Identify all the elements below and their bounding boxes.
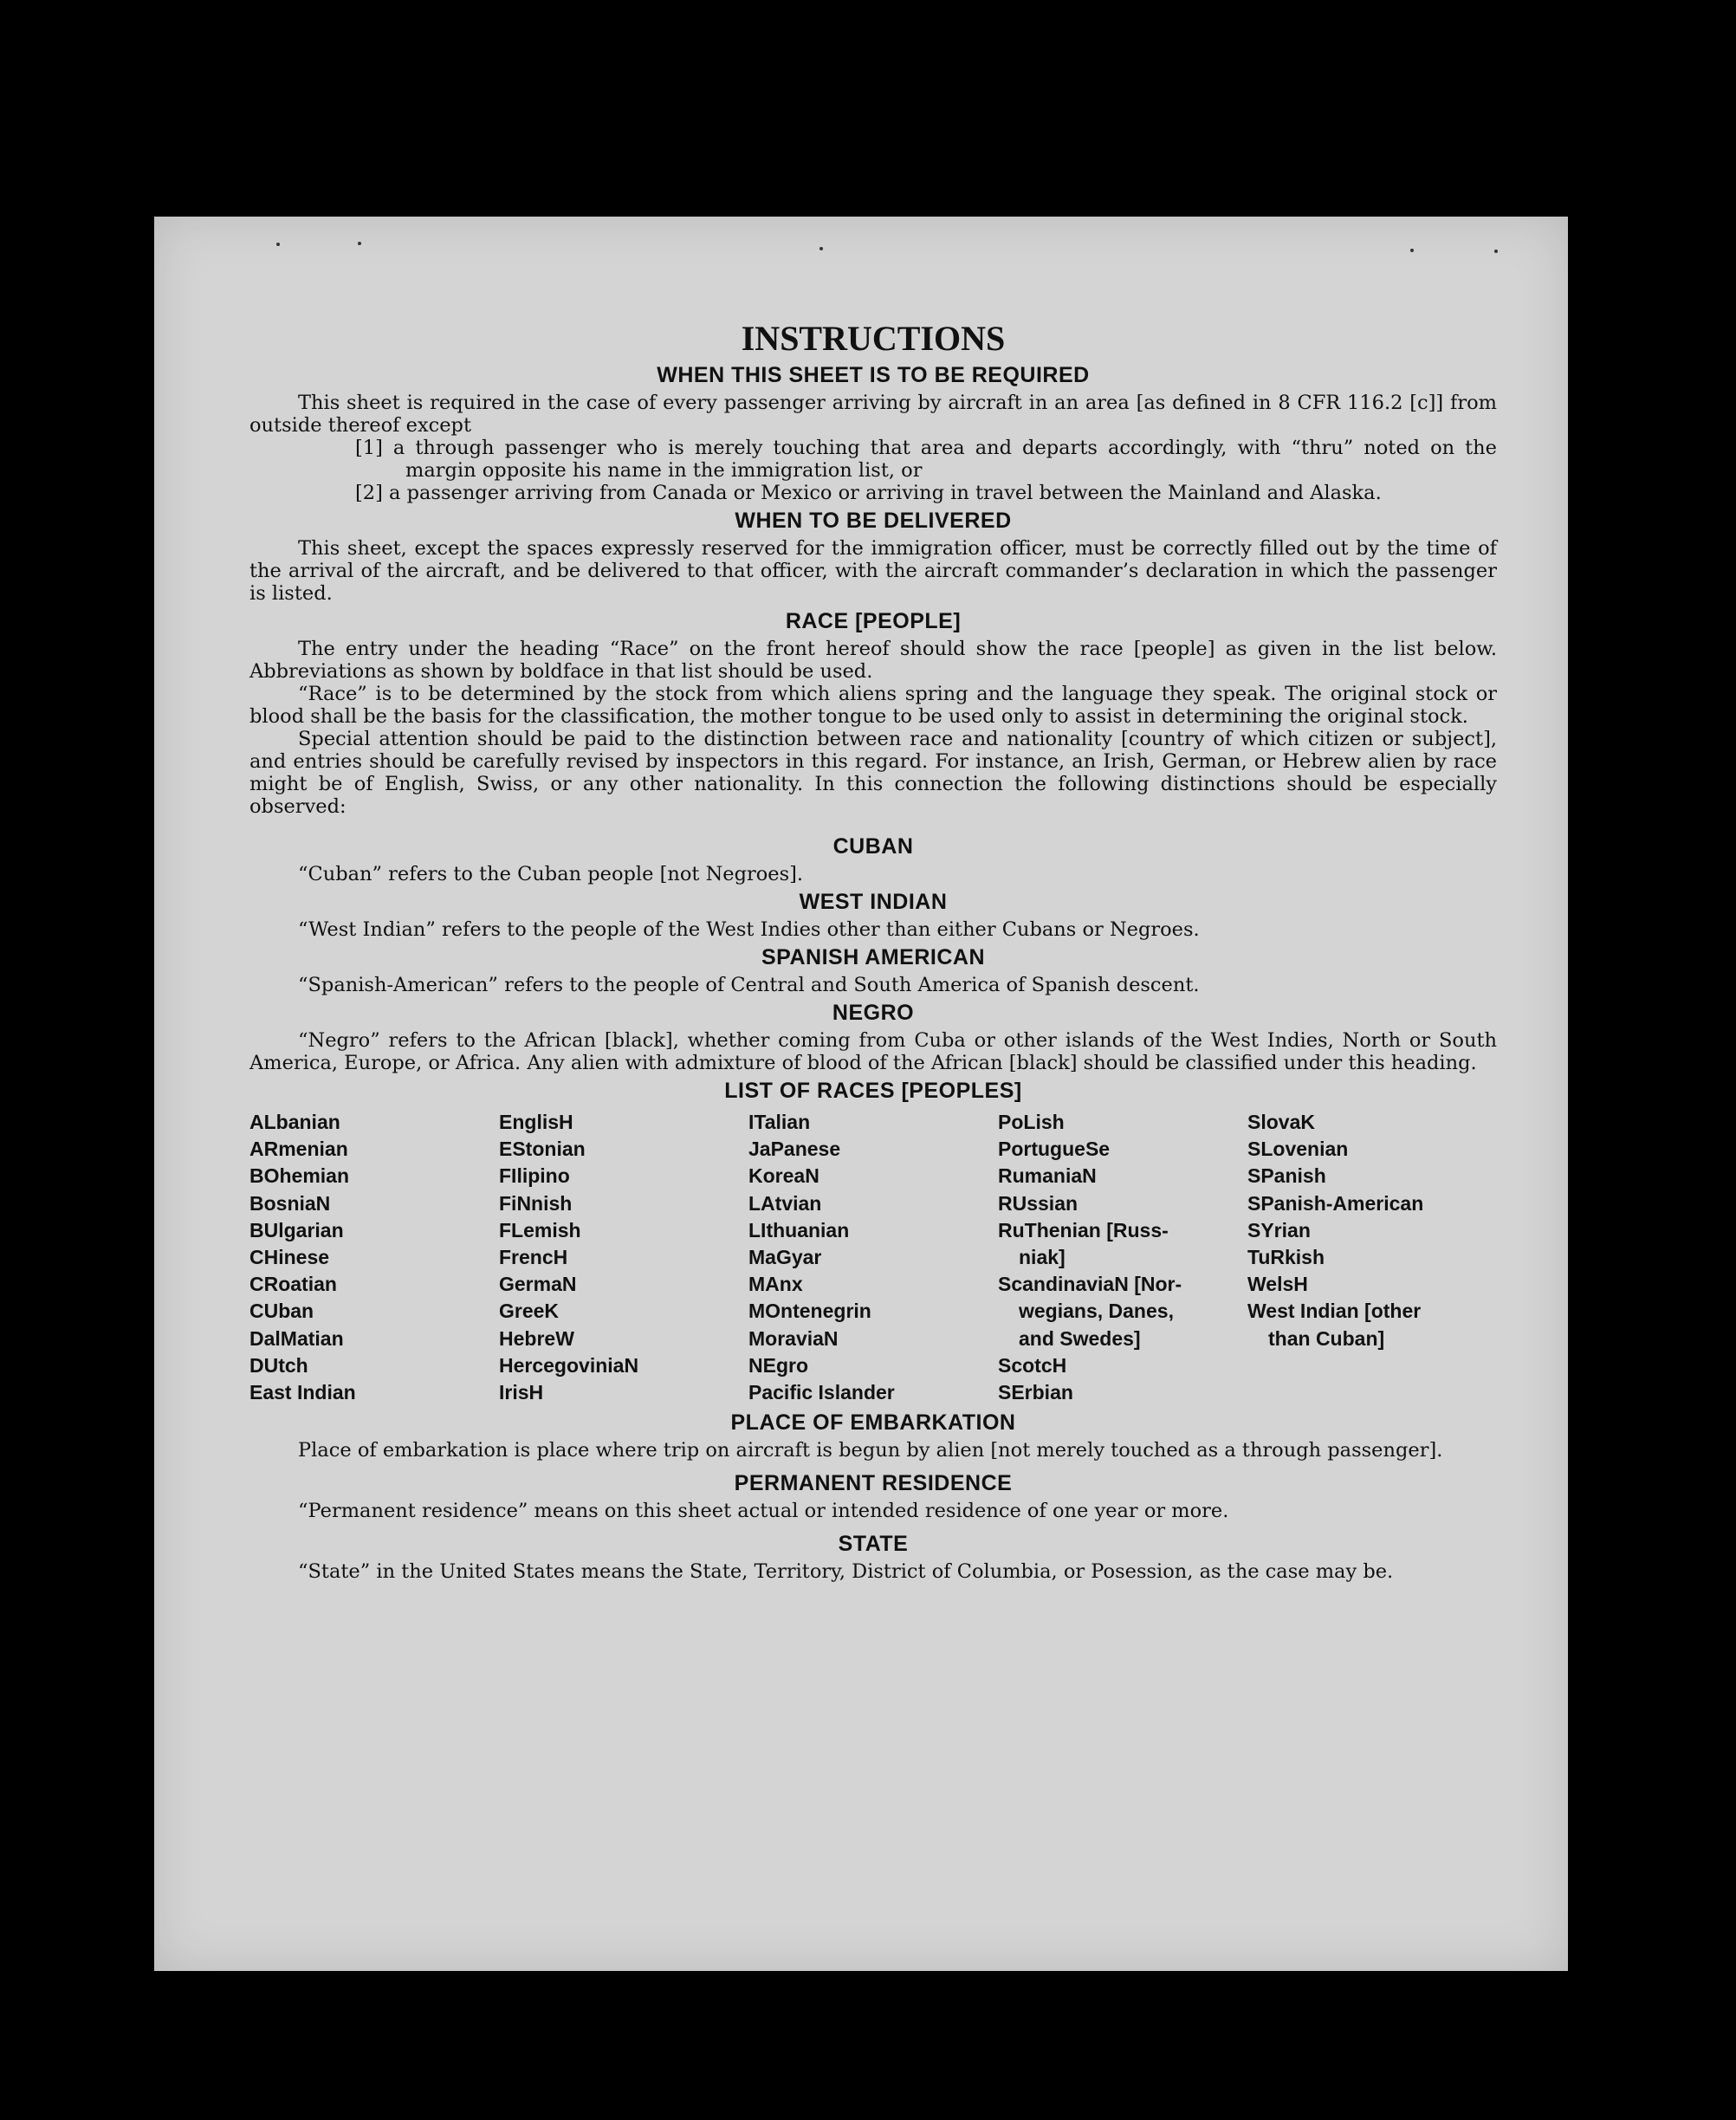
section-heading-negro: NEGRO bbox=[832, 1001, 915, 1025]
race-list-item: Pacific Islander bbox=[748, 1381, 895, 1404]
section-heading-state: STATE bbox=[838, 1532, 909, 1557]
race-list-item: MAnx bbox=[748, 1273, 803, 1296]
race-list-item: MOntenegrin bbox=[748, 1300, 871, 1323]
race-list-item: HercegoviniaN bbox=[499, 1353, 639, 1377]
page-title: INSTRUCTIONS bbox=[741, 319, 1006, 358]
race-list-item: niak] bbox=[1019, 1246, 1066, 1269]
race-list-item: CUban bbox=[249, 1300, 314, 1323]
race-list-item: SlovaK bbox=[1247, 1111, 1315, 1133]
punch-mark bbox=[276, 243, 280, 246]
race-list-item: ITalian bbox=[748, 1111, 811, 1133]
race-column bbox=[998, 1109, 1247, 1406]
race-list-item: and Swedes] bbox=[1019, 1326, 1141, 1350]
instructions-content bbox=[249, 319, 1497, 1583]
race-list-item: HebreW bbox=[499, 1326, 574, 1350]
punch-mark bbox=[1410, 249, 1414, 252]
section-heading-race: RACE [PEOPLE] bbox=[785, 609, 962, 633]
state-text: “State” in the United States means the State, Territory, District of Columbia, or Posession, as the case may be. bbox=[298, 1560, 1394, 1584]
race-list-item: SPanish bbox=[1247, 1164, 1326, 1188]
race-list-item: JaPanese bbox=[748, 1138, 841, 1161]
race-list-item: SLovenian bbox=[1247, 1138, 1349, 1161]
race-list-item: West Indian [other bbox=[1247, 1300, 1422, 1323]
race-list-item: KoreaN bbox=[748, 1164, 819, 1188]
punch-mark bbox=[358, 242, 361, 245]
race-list-item: FIlipino bbox=[499, 1164, 570, 1188]
race-list-item: BosniaN bbox=[249, 1191, 331, 1215]
race-list-item: LIthuanian bbox=[748, 1218, 850, 1242]
race-list-item: EStonian bbox=[499, 1138, 586, 1161]
race-list-item: EnglisH bbox=[499, 1111, 573, 1133]
race-paragraph-1: The entry under the heading “Race” on the front hereof should show the race [people] as given in the list below. Abbreviations as shown by boldface in that list should be used. bbox=[249, 638, 1497, 683]
section-heading-embarkation: PLACE OF EMBARKATION bbox=[730, 1410, 1016, 1436]
race-list-item: than Cuban] bbox=[1268, 1326, 1385, 1350]
race-column bbox=[1247, 1109, 1497, 1406]
race-list-item: RumaniaN bbox=[998, 1164, 1097, 1188]
race-list bbox=[249, 1109, 1497, 1406]
race-list-item: ScotcH bbox=[998, 1353, 1067, 1377]
required-item-2: [2] a passenger arriving from Canada or Mexico or arriving in travel between the Mainland and Alaska. bbox=[355, 482, 1382, 504]
race-list-item: PoLish bbox=[998, 1111, 1065, 1133]
race-list-item: MoraviaN bbox=[748, 1326, 839, 1350]
race-list-item: SPanish-American bbox=[1247, 1191, 1424, 1215]
race-list-item: ScandinaviaN [Nor- bbox=[998, 1273, 1182, 1296]
section-heading-delivered: WHEN TO BE DELIVERED bbox=[735, 509, 1012, 533]
race-list-item: NEgro bbox=[748, 1353, 808, 1377]
race-list-item: DUtch bbox=[249, 1353, 308, 1377]
race-list-item: DalMatian bbox=[249, 1326, 344, 1350]
race-column bbox=[499, 1109, 748, 1406]
race-paragraph-2: “Race” is to be determined by the stock from which aliens spring and the language they speak. The original stock or blood shall be the basis for the classification, the mother tongue to be used only to assist in determining the original stock. bbox=[249, 683, 1497, 728]
race-list-item: GermaN bbox=[499, 1273, 577, 1296]
race-list-item: IrisH bbox=[499, 1381, 544, 1404]
race-list-item: BUlgarian bbox=[249, 1218, 344, 1242]
race-list-item: CHinese bbox=[249, 1246, 330, 1269]
race-list-item: RUssian bbox=[998, 1191, 1079, 1215]
residence-text: “Permanent residence” means on this sheet actual or intended residence of one year or more. bbox=[298, 1500, 1229, 1523]
section-heading-west-indian: WEST INDIAN bbox=[799, 890, 948, 914]
race-list-item: RuThenian [Russ- bbox=[998, 1218, 1169, 1242]
race-list-item: East Indian bbox=[249, 1381, 356, 1404]
race-list-item: TuRkish bbox=[1247, 1246, 1325, 1269]
section-heading-residence: PERMANENT RESIDENCE bbox=[734, 1471, 1013, 1496]
race-list-item: FiNnish bbox=[499, 1191, 573, 1215]
punch-mark bbox=[819, 247, 823, 250]
race-list-item: GreeK bbox=[499, 1300, 560, 1323]
race-list-item: WelsH bbox=[1247, 1273, 1308, 1296]
embarkation-text: Place of embarkation is place where trip on aircraft is begun by alien [not merely touched as a through passenger]. bbox=[298, 1439, 1443, 1462]
race-list-item: MaGyar bbox=[748, 1246, 822, 1269]
section-heading-cuban: CUBAN bbox=[832, 834, 914, 859]
section-heading-required: WHEN THIS SHEET IS TO BE REQUIRED bbox=[657, 363, 1090, 387]
race-list-item: wegians, Danes, bbox=[1019, 1300, 1174, 1323]
race-list-item: FrencH bbox=[499, 1246, 568, 1269]
race-list-item: SErbian bbox=[998, 1381, 1073, 1404]
spanish-american-text: “Spanish-American” refers to the people of Central and South America of Spanish descent. bbox=[298, 974, 1200, 996]
cuban-text: “Cuban” refers to the Cuban people [not Negroes]. bbox=[298, 863, 804, 885]
race-list-item: ARmenian bbox=[249, 1138, 348, 1161]
required-item-1: [1] a through passenger who is merely touching that area and departs accordingly, with “thru” noted on the margin opposite his name in the immigration list, or bbox=[355, 437, 1497, 482]
race-list-item: LAtvian bbox=[748, 1191, 822, 1215]
race-list-item: CRoatian bbox=[249, 1273, 337, 1296]
section-heading-spanish-american: SPANISH AMERICAN bbox=[761, 945, 985, 969]
west-indian-text: “West Indian” refers to the people of the West Indies other than either Cubans or Negroes. bbox=[298, 918, 1200, 941]
race-list-item: SYrian bbox=[1247, 1218, 1311, 1242]
section-heading-list-of-races: LIST OF RACES [PEOPLES] bbox=[724, 1079, 1022, 1103]
delivered-text: This sheet, except the spaces expressly reserved for the immigration officer, must be correctly filled out by the time of the arrival of the aircraft, and be delivered to that officer, with the aircraft commander’s declaration in which the passenger is listed. bbox=[249, 537, 1497, 605]
race-paragraph-3: Special attention should be paid to the distinction between race and nationality [country of which citizen or subject], and entries should be carefully revised by inspectors in this regard. For instance, an Irish, German, or Hebrew alien by race might be of English, Swiss, or any other nationality. In this connection the following distinctions should be especially observed: bbox=[249, 728, 1497, 818]
race-list-item: ALbanian bbox=[249, 1111, 340, 1133]
race-list-item: FLemish bbox=[499, 1218, 581, 1242]
race-list-item: BOhemian bbox=[249, 1164, 350, 1188]
document-sheet bbox=[154, 217, 1568, 1971]
punch-mark bbox=[1494, 250, 1498, 253]
race-list-item: PortugueSe bbox=[998, 1138, 1111, 1161]
race-column bbox=[748, 1109, 998, 1406]
race-column bbox=[249, 1109, 499, 1406]
negro-text: “Negro” refers to the African [black], whether coming from Cuba or other islands of the West Indies, North or South America, Europe, or Africa. Any alien with admixture of blood of the African [black] should be classified under this heading. bbox=[249, 1029, 1497, 1074]
required-intro: This sheet is required in the case of every passenger arriving by aircraft in an area [as defined in 8 CFR 116.2 [c]] from outside thereof except bbox=[249, 392, 1497, 437]
